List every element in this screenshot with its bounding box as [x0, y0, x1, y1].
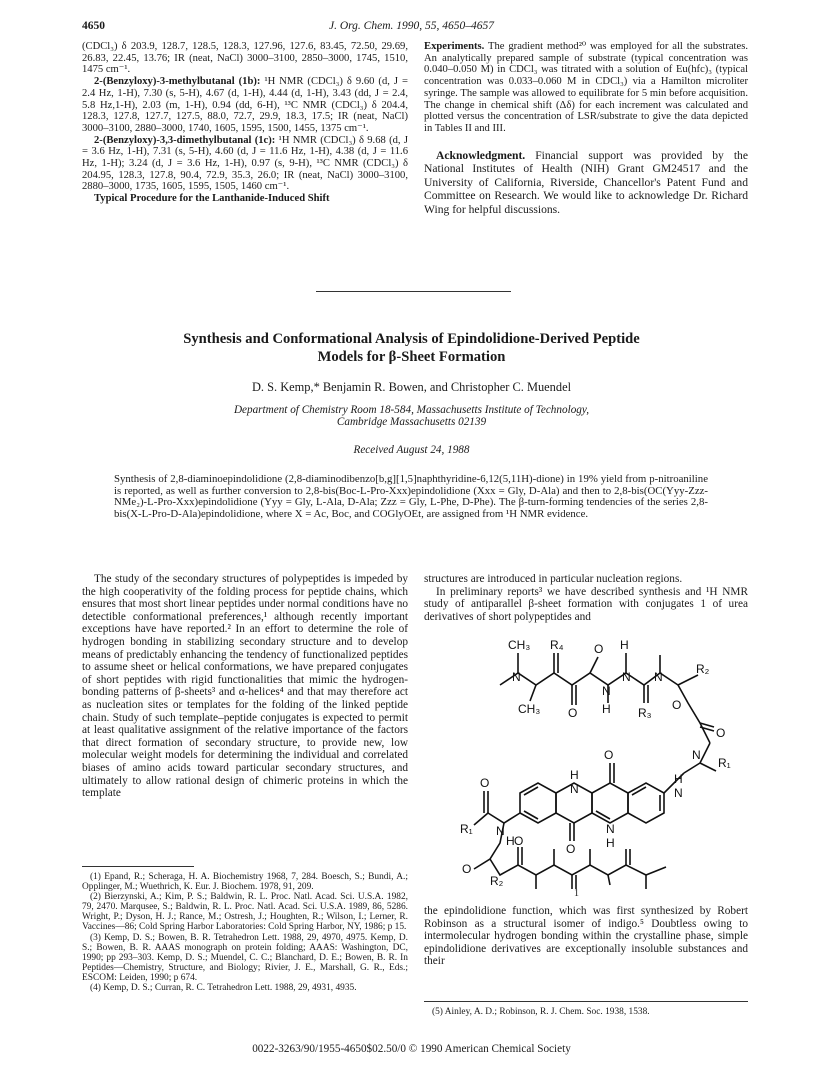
affiliation-line: Cambridge Massachusetts 02139 [336, 416, 487, 429]
atom-label: N [654, 670, 663, 684]
atom-label: O [604, 748, 614, 762]
footnote-rule [424, 1001, 748, 1002]
experimental-para: (CDCl₃) δ 203.9, 128.7, 128.5, 128.3, 127.96, 127.6, 83.45, 72.50, 29.69, 26.83, 22.45, 13.76; IR (neat, NaCl) 3000–3100, 2850–3000, 1745, 1510, 1475 cm⁻¹. [82, 41, 408, 76]
body-right-continued [424, 905, 748, 968]
atom-label: CH₃ [508, 638, 531, 652]
experimental-para [82, 76, 408, 135]
compound-data: ¹H NMR (CDCl₃) δ 9.68 (d, J = 3.6 Hz, 1-H), 7.31 (s, 5-H), 4.60 (d, J = 11.6 Hz, 1-H), 4.38 (d, J = 11.6 Hz, 1-H); 3.24 (d, J = 3.6 Hz, 1-H), 0.97 (s, 9-H), ¹³C NMR (CDCl₃) δ 204.95, 128.3, 127.8, 90.4, 72.9, 35.3, 26.0; IR (neat, NaCl) 3000–3100, 2880–3000, 1735, 1605, 1595, 1505, 1460 cm⁻¹. [82, 134, 408, 193]
atom-label: N [674, 786, 683, 800]
received-date: Received August 24, 1988 [353, 444, 470, 456]
experiments-para [424, 41, 748, 135]
atom-label: O [594, 642, 604, 656]
article-title [100, 330, 723, 366]
authors: D. S. Kemp,* Benjamin R. Bowen, and Christopher C. Muendel [251, 380, 572, 394]
atom-label: O [480, 776, 490, 790]
acknowledgment-heading: Acknowledgment. [436, 148, 526, 162]
page-header [82, 20, 741, 36]
procedure-heading [82, 193, 408, 205]
footnote: (4) Kemp, D. S.; Curran, R. C. Tetrahedron Lett. 1988, 29, 4931, 4935. [90, 983, 357, 994]
procedure-title: Typical Procedure for the Lanthanide-Induced Shift [94, 193, 330, 205]
atom-label: H [570, 768, 579, 782]
experimental-right [424, 41, 748, 217]
acknowledgment-para [424, 149, 748, 217]
footnote: (1) Epand, R.; Scheraga, H. A. Biochemistry 1968, 7, 284. Boesch, S.; Bundi, A.; Opplinger, M.; Wuethrich, K. Eur. J. Biochem. 1978, 91, 209. [82, 872, 408, 893]
atom-label: O [566, 842, 576, 856]
atom-label: R₂ [696, 662, 710, 676]
atom-label: R₄ [550, 638, 564, 652]
atom-label: O [672, 698, 682, 712]
atom-label: R₁ [460, 822, 473, 836]
compound-name: 2-(Benzyloxy)-3,3-dimethylbutanal (1c): [94, 134, 276, 146]
body-paragraph: structures are introduced in particular nucleation regions. [424, 573, 683, 585]
atom-label: N [570, 782, 579, 796]
atom-label: O [716, 726, 726, 740]
footnotes [82, 872, 408, 993]
footnote-rule [82, 866, 194, 867]
experimental-para [82, 135, 408, 194]
atom-label: H [602, 702, 611, 716]
journal-citation: J. Org. Chem. 1990, 55, 4650–4657 [328, 20, 495, 32]
atom-label: N [622, 670, 631, 684]
atom-label: O [514, 834, 524, 848]
affiliation-line: Department of Chemistry Room 18-584, Massachusetts Institute of Technology, [233, 404, 590, 416]
atom-label: R₂ [490, 874, 504, 888]
atom-label: R₃ [638, 706, 652, 720]
footnote: (2) Bierzynski, A.; Kim, P. S.; Baldwin, R. L. Proc. Natl. Acad. Sci. U.S.A. 1982, 79, 2470. Marqusee, S.; Baldwin, R. L. Proc. Natl. Acad. Sci. U.S.A. 1989, 86, 5286. Wright, P.; Dyson, H. J.; Rance, M.; Ostresh, J.; Houghten, R.; Wilson, I.; Lerner, R. Vaccines—86; Cold Spring Harbor Laboratories: Cold Spring Harbor, NY, 1986; p 15. [82, 892, 408, 933]
article-separator [316, 291, 511, 292]
atom-label: H [674, 772, 683, 786]
compound-data: ¹H NMR (CDCl₃) δ 9.60 (d, J = 2.4 Hz, 1-H), 7.30 (s, 5-H), 4.67 (d, 1-H), 4.44 (d, 1-H), 3.43 (dd, J = 2.4, 5.8 Hz,1-H), 2.03 (m, 1-H), 0.94 (dd, 6-H), ¹³C NMR (CDCl₃) δ 204.4, 128.3, 127.8, 127.7, 127.5, 88.0, 72.7, 29.9, 18.3, 17.5; IR (neat, NaCl) 3000–3100, 2880–3000, 1740, 1605, 1595, 1500, 1455, 1375 cm⁻¹. [82, 76, 409, 134]
atom-label: R₁ [718, 756, 731, 770]
atom-label: N [512, 670, 521, 684]
structure-number: 1 [574, 888, 579, 899]
body-right-column [424, 573, 748, 623]
atom-label: CH₃ [518, 702, 541, 716]
affiliation [82, 404, 741, 429]
body-paragraph: the epindolidione function, which was first synthesized by Robert Robinson as a structural isomer of indigo.⁵ Doubtless owing to intermolecular hydrogen bonding within the crystalline phase, simple epindolidione derivatives are exceptionally insoluble substances and their [424, 905, 748, 968]
atom-label: N [692, 748, 701, 762]
atom-label: N [602, 684, 611, 698]
atom-label: O [568, 706, 578, 720]
footnote: (5) Ainley, A. D.; Robinson, R. J. Chem. Soc. 1938, 1538. [432, 1007, 650, 1017]
body-paragraph: In preliminary reports³ we have described synthesis and ¹H NMR study of antiparallel β-sheet formation with conjugates 1 of urea derivatives of short polypeptides and [424, 585, 748, 623]
compound-name: 2-(Benzyloxy)-3-methylbutanal (1b): [94, 76, 261, 88]
body-left-column [82, 573, 408, 800]
title-line: Models for β-Sheet Formation [317, 349, 506, 365]
atom-label: H [606, 836, 615, 850]
atom-label: N [606, 822, 615, 836]
abstract: Synthesis of 2,8-diaminoepindolidione (2,8-diaminodibenzo[b,g][1,5]naphthyridine-6,12(5,11H)-dione) in 19% yield from p-nitroaniline is reported, as well as further conversion to 2,8-bis(Boc-L-Pro-Xxx)epindolidione (Xxx = Gly, D-Ala) and then to 2,8-bis(OC(Yyy-Zzz-NMe₂)-L-Pro-Xxx)epindolidione (Yyy = Gly, L-Ala, D-Ala; Zzz = Gly, L-Phe, D-Phe). The β-turn-forming tendencies of the series 2,8-bis(X-L-Pro-D-Ala)epindolidione, where X = Ac, Boc, and COGlyOEt, are assigned from ¹H NMR evidence. [114, 473, 708, 521]
experiments-heading: Experiments. [424, 41, 485, 52]
page-number: 4650 [82, 20, 105, 32]
atom-label: O [462, 862, 472, 876]
structure-figure [460, 623, 750, 893]
experimental-left [82, 41, 408, 205]
title-line: Synthesis and Conformational Analysis of Epindolidione-Derived Peptide [183, 331, 640, 347]
experiments-text: The gradient method²⁰ was employed for all the substrates. An analytically prepared sample of substrate (typical concentration was 0.040–0.050 M) in CDCl₃ was titrated with a solution of Eu(hfc)₃ (typical concentration was 0.033–0.060 M in CDCl₃) via a Hamilton microliter syringe. The sample was allowed to equilibrate for 5 min before acquisition. The change in chemical shift (Δδ) for each increment was calculated and plotted versus the concentration of LSR/substrate to give the data depicted in Tables II and III. [424, 41, 748, 134]
atom-label: H [506, 834, 515, 848]
body-paragraph: The study of the secondary structures of polypeptides is impeded by the high cooperativity of the folding process for peptide chains, which ensures that most short linear peptides under normal conditions have no detectible conformational preferences,¹ although recently important exceptions have have reported.² In an effort to determine the role of hydrogen bonding in stabilizing secondary structure and to develop means of predictably enhancing the tendency of functionalized peptides to assume sheet or helical conformations, we have prepared conjugates of short peptides with rigid functionalities that mimic the hydrogen-bonding patterns of β-sheets³ and α-helices⁴ and that may therefore act as nucleation sites or templates for the folding of the linked peptide chain. Study of such template–peptide conjugates is expected to permit at least qualitative assignment of the relative importance of the factors that direct formation of secondary structure, to provide new, low molecular weight models for determining the individual and correlated biases of amino acids toward particular secondary structures, and ultimately to allow rational design of chimeric proteins in which the template [82, 573, 408, 800]
atom-label: N [496, 824, 505, 838]
structure-drawing [460, 623, 750, 893]
footnote: (3) Kemp, D. S.; Bowen, B. R. Tetrahedron Lett. 1988, 29, 4970, 4975. Kemp, D. S.; Bowen, B. R. AAAS monograph on protein folding; AAAS: Washington, DC, 1990; pp 293–303. Kemp, D. S.; Muendel, C. C.; Blanchard, D. E.; Bowen, B. R. In Peptides—Chemistry, Structure, and Biology; Rivier, J. E., Marshall, G. R., Eds.; ESCOM: Leiden, 1990; p 674. [82, 932, 408, 983]
atom-label: H [620, 638, 629, 652]
acknowledgment-text: Financial support was provided by the National Institutes of Health (NIH) Grant GM24517 and the University of California, Riverside, Chancellor's Patent Fund and Committee on Research. We would like to acknowledge Dr. Richard Wing for helpful discussions. [424, 148, 748, 216]
copyright-footer: 0022-3263/90/1955-4650$02.50/0 © 1990 American Chemical Society [252, 1043, 571, 1055]
